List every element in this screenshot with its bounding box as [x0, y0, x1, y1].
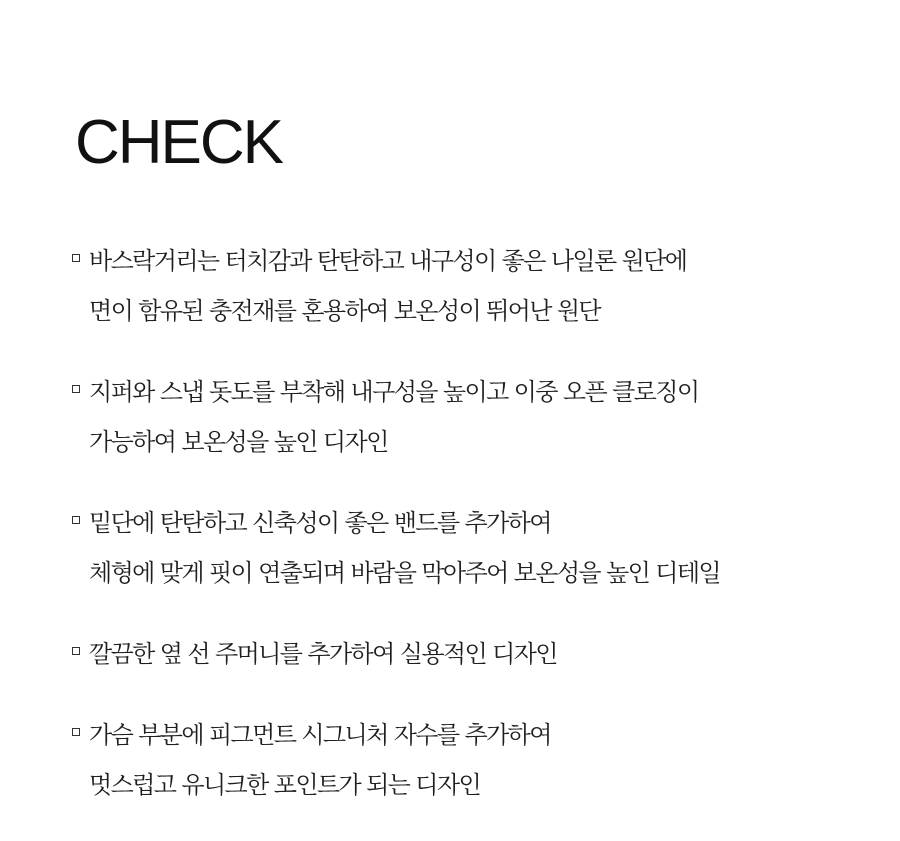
feature-text-line: 지퍼와 스냅 돗도를 부착해 내구성을 높이고 이중 오픈 클로징이 — [89, 378, 699, 406]
feature-item-2 — [72, 367, 872, 467]
feature-item-3 — [72, 498, 872, 598]
feature-text-line: 깔끔한 옆 선 주머니를 추가하여 실용적인 디자인 — [89, 640, 557, 668]
feature-text-line: 멋스럽고 유니크한 포인트가 되는 디자인 — [89, 771, 481, 799]
feature-item-1 — [72, 236, 872, 336]
square-bullet-icon — [72, 516, 80, 524]
feature-text-line: 면이 함유된 충전재를 혼용하여 보온성이 뛰어난 원단 — [89, 297, 601, 325]
feature-text-line: 바스락거리는 터치감과 탄탄하고 내구성이 좋은 나일론 원단에 — [89, 247, 687, 275]
feature-item-5 — [72, 710, 872, 810]
square-bullet-icon — [72, 254, 80, 262]
square-bullet-icon — [72, 728, 80, 736]
feature-text-line: 체형에 맞게 핏이 연출되며 바람을 막아주어 보온성을 높인 디테일 — [89, 559, 720, 587]
section-title: CHECK — [75, 108, 283, 177]
feature-text-line: 밑단에 탄탄하고 신축성이 좋은 밴드를 추가하여 — [89, 509, 551, 537]
feature-text-line: 가능하여 보온성을 높인 디자인 — [89, 428, 388, 456]
square-bullet-icon — [72, 385, 80, 393]
square-bullet-icon — [72, 647, 80, 655]
feature-item-4 — [72, 629, 872, 679]
feature-text-line: 가슴 부분에 피그먼트 시그니처 자수를 추가하여 — [89, 721, 551, 749]
feature-list — [72, 236, 872, 841]
